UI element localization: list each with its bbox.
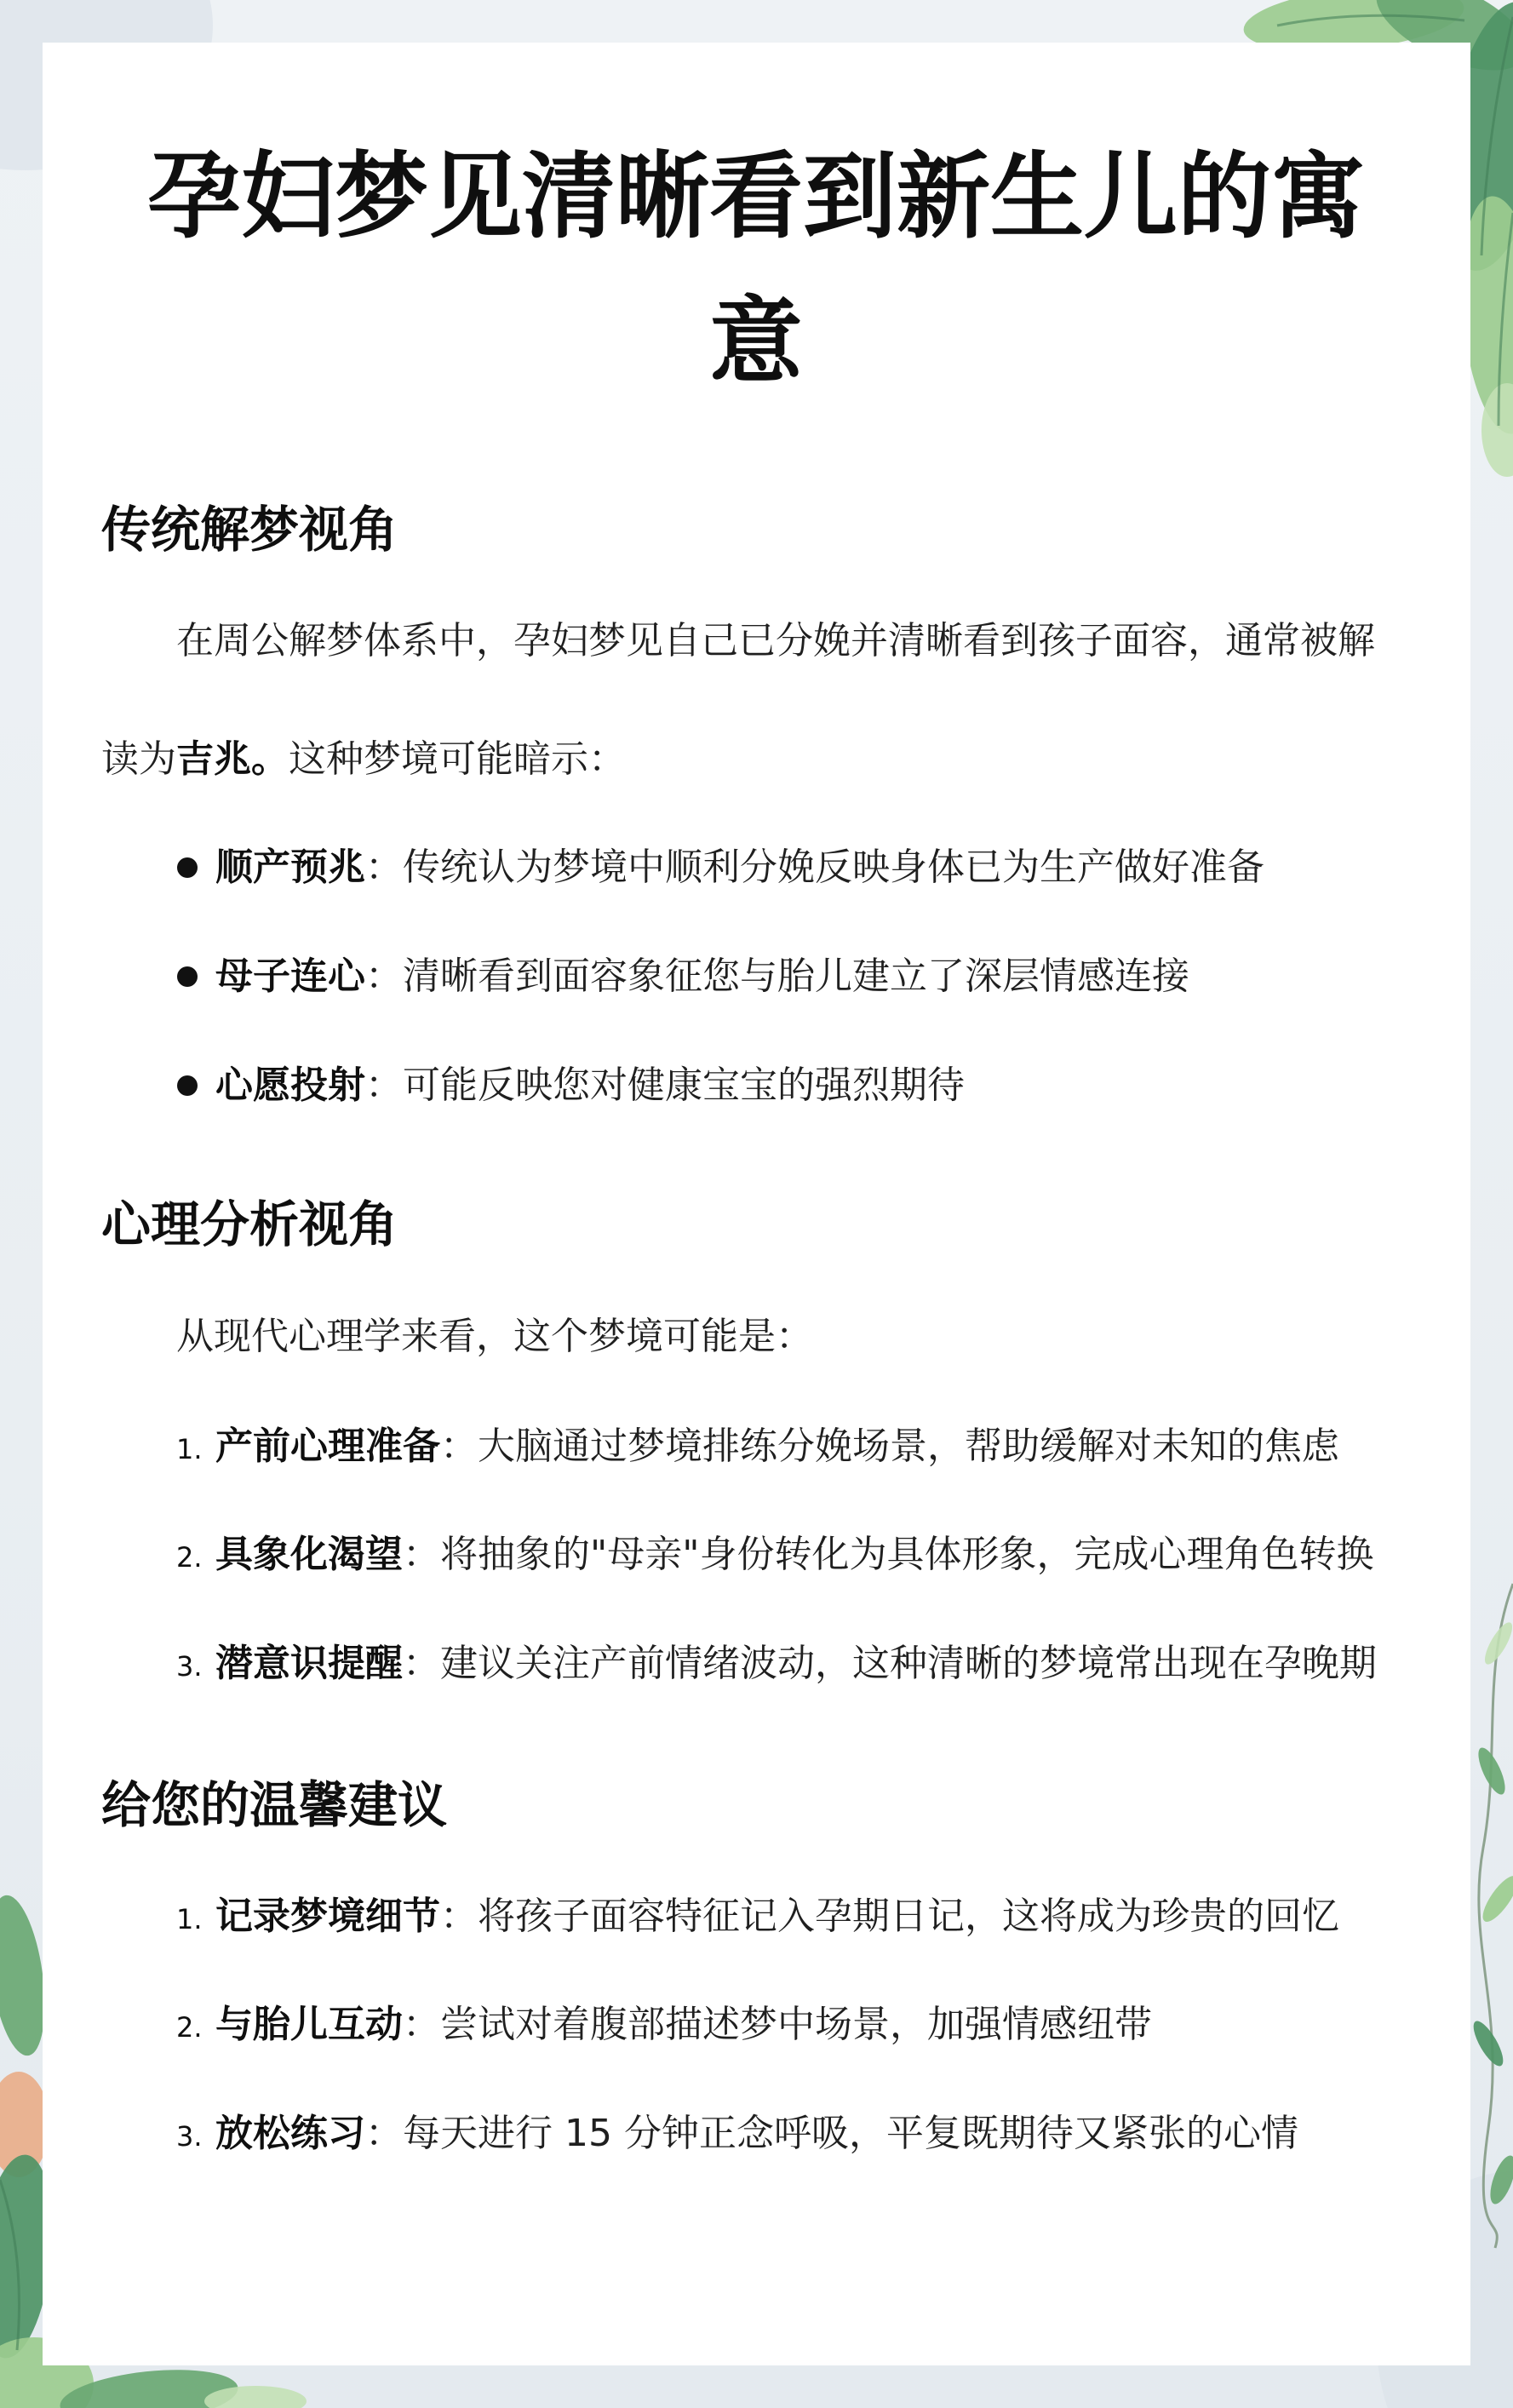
- list-item-text: ：将抽象的"母亲"身份转化为具体形象，完成心理角色转换: [403, 1533, 1374, 1576]
- list-number: 1.: [176, 1903, 203, 1935]
- list-number: 2.: [176, 1541, 203, 1574]
- bullet-marker: [176, 842, 215, 893]
- paragraph-emphasis: 吉兆。: [176, 737, 289, 781]
- section-paragraph: [101, 582, 1378, 818]
- list-item: [176, 842, 1264, 893]
- list-item-label: 母子连心: [215, 955, 365, 998]
- list-item: [176, 951, 1189, 1002]
- list-item-text: ：建议关注产前情绪波动，这种清晰的梦境常出现在孕晚期: [403, 1642, 1377, 1685]
- section-heading-advice: 给您的温馨建议: [101, 1776, 448, 1834]
- list-item: [176, 1891, 1339, 1942]
- list-number: 3.: [176, 1650, 203, 1683]
- bullet-marker: [176, 951, 215, 1002]
- list-item-label: 潜意识提醒: [215, 1642, 403, 1685]
- list-item: [176, 1421, 1339, 1472]
- list-item: [176, 1999, 1152, 2050]
- right-branch-cluster: [1468, 1584, 1513, 2248]
- bullet-dot-icon: [177, 857, 198, 878]
- list-item-text: ：大脑通过梦境排练分娩场景，帮助缓解对未知的焦虑: [440, 1425, 1339, 1468]
- list-item-label: 顺产预兆: [215, 846, 365, 889]
- list-number: 2.: [176, 2011, 203, 2044]
- section-intro: 从现代心理学来看，这个梦境可能是：: [176, 1315, 813, 1358]
- bullet-marker: [176, 1060, 215, 1111]
- list-item: [176, 2108, 1298, 2159]
- list-item-text: ：尝试对着腹部描述梦中场景，加强情感纽带: [403, 2003, 1152, 2046]
- section-heading-traditional: 传统解梦视角: [101, 501, 398, 559]
- list-number: 3.: [176, 2120, 203, 2153]
- leaf-decoration: [1468, 2017, 1508, 2070]
- leaf-decoration: [1477, 1871, 1513, 1926]
- list-item-label: 与胎儿互动: [215, 2003, 403, 2046]
- section-heading-psychology: 心理分析视角: [101, 1195, 398, 1253]
- article-card: [43, 43, 1470, 2365]
- list-item-text: ：每天进行 15 分钟正念呼吸，平复既期待又紧张的心情: [365, 2112, 1298, 2155]
- bullet-dot-icon: [177, 966, 198, 987]
- list-item-text: ：传统认为梦境中顺利分娩反映身体已为生产做好准备: [365, 846, 1264, 889]
- bullet-dot-icon: [177, 1075, 198, 1096]
- list-item-label: 具象化渴望: [215, 1533, 403, 1576]
- list-item-text: ：清晰看到面容象征您与胎儿建立了深层情感连接: [365, 955, 1189, 998]
- list-item-text: ：可能反映您对健康宝宝的强烈期待: [365, 1064, 965, 1107]
- list-item-label: 产前心理准备: [215, 1425, 440, 1468]
- list-item-label: 记录梦境细节: [215, 1895, 440, 1938]
- list-item: [176, 1638, 1377, 1689]
- list-item: [176, 1060, 965, 1111]
- paragraph-text: 这种梦境可能暗示：: [289, 737, 626, 781]
- list-item: [176, 1529, 1373, 1580]
- article-title: 孕妇梦见清晰看到新生儿的寓意: [147, 142, 1365, 396]
- paragraph-text: 在周公解梦体系中，孕妇梦见自己已分娩并清晰看到孩子面容，通常被解读为: [101, 619, 1375, 781]
- list-item-text: ：将孩子面容特征记入孕期日记，这将成为珍贵的回忆: [440, 1895, 1339, 1938]
- list-item-label: 放松练习: [215, 2112, 365, 2155]
- list-item-label: 心愿投射: [215, 1064, 365, 1107]
- list-number: 1.: [176, 1433, 203, 1465]
